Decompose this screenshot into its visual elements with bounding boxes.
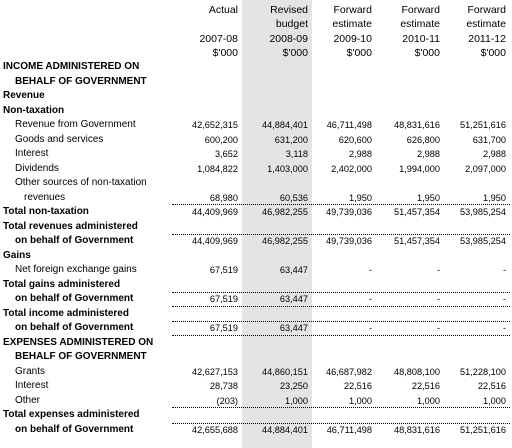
cell-value: 46,711,498 <box>326 120 372 130</box>
row-label: Gains <box>3 249 31 261</box>
row-label: EXPENSES ADMINISTERED ON <box>3 336 154 348</box>
row-label: on behalf of Government <box>15 293 134 304</box>
row-label: revenues <box>24 191 66 203</box>
cell-value: 22,516 <box>477 381 506 391</box>
column-header: Forward estimate 2010-11 $'000 <box>400 4 440 59</box>
row-label: Other sources of non-taxation <box>15 177 147 188</box>
table-row <box>0 263 512 278</box>
table-header <box>0 0 512 60</box>
column-header: Forward estimate 2009-10 $'000 <box>332 4 372 59</box>
cell-value: 3,118 <box>285 149 308 159</box>
dotted-rule <box>172 423 510 424</box>
row-label: on behalf of Government <box>15 235 134 246</box>
cell-value: 42,652,315 <box>192 120 238 130</box>
row-label: Net foreign exchange gains <box>15 264 137 275</box>
cell-value: - <box>436 323 440 333</box>
table-row <box>0 205 512 220</box>
table-row <box>0 321 512 336</box>
column-header: Actual 2007-08 $'000 <box>199 4 238 59</box>
row-label: Total non-taxation <box>3 206 89 217</box>
cell-value: 42,655,688 <box>192 424 238 435</box>
cell-value: 46,711,498 <box>326 424 372 435</box>
row-label: Total expenses administered <box>3 409 140 420</box>
cell-value: 2,988 <box>349 149 372 159</box>
cell-value: 51,251,616 <box>460 120 506 130</box>
cell-value: 1,950 <box>483 192 506 203</box>
cell-value: 46,982,255 <box>262 236 308 246</box>
cell-value: 1,084,822 <box>197 163 238 174</box>
cell-value: 22,516 <box>411 381 440 391</box>
cell-value: (203) <box>216 395 238 406</box>
dotted-rule <box>172 292 510 293</box>
row-label: BEHALF OF GOVERNMENT <box>15 75 147 87</box>
row-label: Non-taxation <box>3 104 65 116</box>
cell-value: 48,831,616 <box>394 120 440 130</box>
table-row <box>0 176 512 191</box>
cell-value: 44,860,151 <box>262 366 308 377</box>
cell-value: 631,200 <box>274 134 308 145</box>
cell-value: 23,250 <box>279 381 308 391</box>
row-label: Revenue <box>3 90 45 101</box>
row-label: Interest <box>15 148 49 159</box>
cell-value: 51,457,354 <box>394 236 440 246</box>
row-label: Total income administered <box>3 307 129 319</box>
cell-value: 46,687,982 <box>326 366 372 377</box>
cell-value: 51,228,100 <box>460 366 506 377</box>
row-label: Total revenues administered <box>3 220 138 232</box>
cell-value: - <box>502 265 506 275</box>
dotted-rule <box>172 321 510 322</box>
cell-value: 1,403,000 <box>267 163 308 174</box>
table-row <box>0 336 512 351</box>
table-row <box>0 350 512 365</box>
cell-value: - <box>436 265 440 275</box>
row-label: Revenue from Government <box>15 119 136 130</box>
table-row <box>0 220 512 235</box>
column-header: Revised budget 2008-09 $'000 <box>269 4 308 59</box>
row-label: Grants <box>15 365 46 377</box>
table-row <box>0 162 512 177</box>
cell-value: 49,739,036 <box>326 236 372 246</box>
dotted-rule <box>172 234 510 235</box>
row-label: on behalf of Government <box>15 322 134 333</box>
table-row <box>0 133 512 148</box>
table-row <box>0 408 512 423</box>
cell-value: - <box>502 323 506 333</box>
cell-value: - <box>368 323 372 333</box>
cell-value: 1,994,000 <box>399 163 440 174</box>
row-label: BEHALF OF GOVERNMENT <box>15 351 147 362</box>
cell-value: 53,985,254 <box>460 236 506 246</box>
cell-value: 28,738 <box>209 381 238 391</box>
cell-value: 600,200 <box>204 134 238 145</box>
cell-value: 48,831,616 <box>394 424 440 435</box>
table-row <box>0 307 512 322</box>
cell-value: 3,652 <box>215 149 238 159</box>
cell-value: 1,000 <box>285 395 308 406</box>
table-row <box>0 60 512 75</box>
cell-value: 53,985,254 <box>460 207 506 217</box>
table-body <box>0 60 512 437</box>
cell-value: - <box>436 294 440 304</box>
row-label: Interest <box>15 380 49 391</box>
cell-value: - <box>368 294 372 304</box>
cell-value: 44,409,969 <box>192 236 238 246</box>
table-row <box>0 379 512 394</box>
cell-value: 49,739,036 <box>326 207 372 217</box>
cell-value: 2,402,000 <box>331 163 372 174</box>
column-header: Forward estimate 2011-12 $'000 <box>466 4 506 59</box>
row-label: Dividends <box>15 162 59 174</box>
cell-value: 631,700 <box>472 134 506 145</box>
cell-value: 44,884,401 <box>262 424 308 435</box>
table-row <box>0 89 512 104</box>
cell-value: 620,600 <box>338 134 372 145</box>
table-row <box>0 104 512 119</box>
cell-value: - <box>502 294 506 304</box>
cell-value: 2,988 <box>417 149 440 159</box>
cell-value: - <box>368 265 372 275</box>
cell-value: 1,000 <box>483 395 506 406</box>
cell-value: 2,988 <box>483 149 506 159</box>
cell-value: 42,627,153 <box>192 366 238 377</box>
table-row <box>0 191 512 206</box>
cell-value: 44,409,969 <box>192 207 238 217</box>
table-row <box>0 365 512 380</box>
row-label: Goods and services <box>15 133 104 145</box>
cell-value: 626,800 <box>406 134 440 145</box>
table-row <box>0 292 512 307</box>
table-row <box>0 147 512 162</box>
cell-value: 1,000 <box>417 395 440 406</box>
cell-value: 67,519 <box>209 294 238 304</box>
cell-value: 68,980 <box>209 192 238 203</box>
cell-value: 44,884,401 <box>262 120 308 130</box>
cell-value: 51,251,616 <box>460 424 506 435</box>
cell-value: 1,950 <box>349 192 372 203</box>
cell-value: 51,457,354 <box>394 207 440 217</box>
cell-value: 60,536 <box>279 192 308 203</box>
cell-value: 2,097,000 <box>465 163 506 174</box>
cell-value: 22,516 <box>343 381 372 391</box>
table-row <box>0 118 512 133</box>
row-label: Other <box>15 394 41 406</box>
cell-value: 67,519 <box>209 265 238 275</box>
cell-value: 1,000 <box>349 395 372 406</box>
table-row <box>0 75 512 90</box>
table-row <box>0 394 512 409</box>
row-label: on behalf of Government <box>15 423 134 435</box>
cell-value: 67,519 <box>209 323 238 333</box>
table-row <box>0 278 512 293</box>
row-label: Total gains administered <box>3 278 121 290</box>
cell-value: 46,982,255 <box>262 207 308 217</box>
cell-value: 1,950 <box>417 192 440 203</box>
row-label: INCOME ADMINISTERED ON <box>3 61 140 72</box>
table-row <box>0 423 512 438</box>
cell-value: 63,447 <box>279 265 308 275</box>
cell-value: 63,447 <box>279 323 308 333</box>
cell-value: 63,447 <box>279 294 308 304</box>
table-row <box>0 234 512 249</box>
cell-value: 48,808,100 <box>394 366 440 377</box>
table-row <box>0 249 512 264</box>
